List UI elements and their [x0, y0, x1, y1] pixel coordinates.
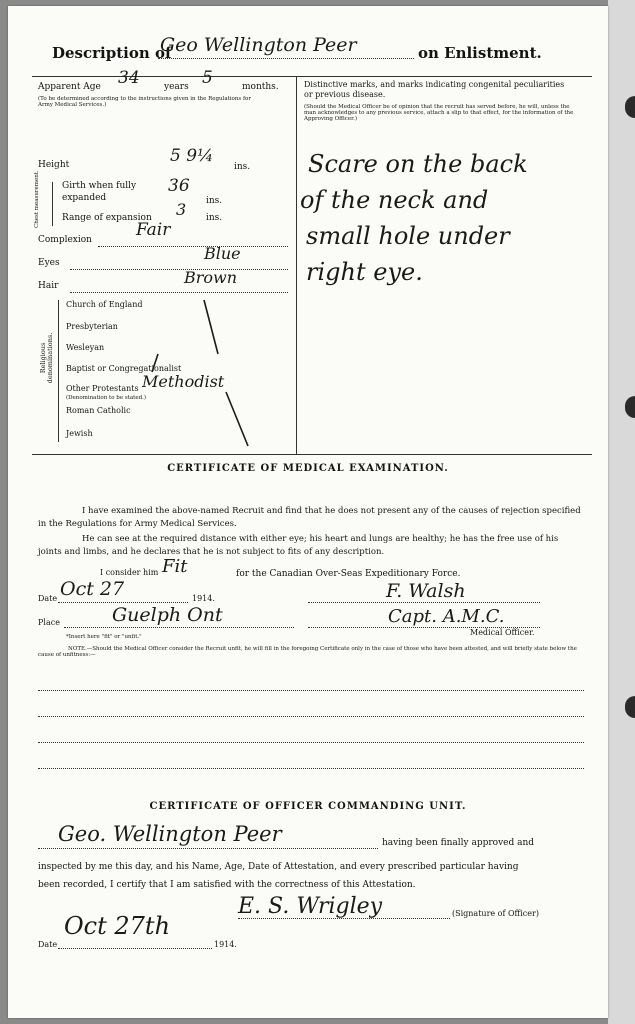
- place-value: Guelph Ont: [112, 604, 223, 626]
- binding-hole: [625, 696, 635, 718]
- attestation-page: [8, 6, 608, 1018]
- complexion-label: Complexion: [38, 235, 92, 245]
- religion-roman-catholic: Roman Catholic: [66, 406, 131, 415]
- center-divider: [296, 76, 297, 454]
- officer-date-label: Date: [38, 940, 58, 949]
- years-label: years: [164, 82, 189, 92]
- medical-officer-label: Medical Officer.: [470, 628, 535, 637]
- range-value: 3: [176, 200, 187, 219]
- medical-date-label: Date: [38, 594, 58, 603]
- religious-denominations-label: Religious denominations.: [39, 332, 54, 384]
- place-line: [64, 627, 294, 628]
- religion-wesleyan: Wesleyan: [66, 343, 105, 352]
- medical-date-value: Oct 27: [60, 578, 125, 600]
- top-rule: [32, 76, 592, 77]
- hair-label: Hair: [38, 281, 59, 291]
- complexion-line: [98, 246, 288, 247]
- unfitness-line-4: [38, 768, 584, 769]
- medical-year-label: 1914.: [192, 594, 215, 603]
- canadian-force-label: for the Canadian Over-Seas Expeditionary Force.: [236, 569, 461, 579]
- denomination-note: (Denomination to be stated.): [66, 395, 147, 401]
- description-of-label: Description of: [52, 44, 172, 62]
- eyes-line: [70, 269, 288, 270]
- eyes-label: Eyes: [38, 258, 60, 268]
- officer-date-value: Oct 27th: [64, 912, 171, 940]
- unfitness-line-3: [38, 742, 584, 743]
- signature-of-officer-label: (Signature of Officer): [452, 909, 539, 918]
- medical-certificate-title: CERTIFICATE OF MEDICAL EXAMINATION.: [167, 463, 449, 474]
- on-enlistment-label: on Enlistment.: [418, 44, 542, 62]
- chest-bracket: [52, 182, 53, 226]
- officer-recruit-name: Geo. Wellington Peer: [58, 822, 282, 846]
- insert-fit-note: *Insert here "fit" or "unfit.": [66, 634, 142, 640]
- officer-name-line: [38, 848, 378, 849]
- medical-date-line: [58, 602, 188, 603]
- medical-paragraph-2: He can see at the required distance with either eye; his heart and lungs are healthy; he has the free use of his joints and limbs, and he declares that he is not subject to fits of any description.: [38, 534, 559, 557]
- scan-edge: [608, 0, 635, 1024]
- binding-hole: [625, 396, 635, 418]
- distinctive-marks-heading: Distinctive marks, and marks indicating congenital peculiarities or previous disease.: [304, 80, 565, 99]
- officer-certificate-title: CERTIFICATE OF OFFICER COMMANDING UNIT.: [149, 801, 467, 812]
- chest-measurement-label: Chest measurement.: [34, 170, 40, 228]
- age-months-value: 5: [202, 68, 213, 88]
- name-line: [158, 58, 414, 59]
- recruit-name-handwritten: Geo Wellington Peer: [160, 34, 357, 56]
- religion-strike-marks: [138, 296, 258, 456]
- officer-text-2: inspected by me this day, and his Name, Age, Date of Attestation, and every prescribed particular having: [38, 862, 519, 872]
- religion-church-of-england: Church of England: [66, 300, 143, 309]
- religion-value: Methodist: [142, 372, 225, 391]
- height-ins-label: ins.: [234, 162, 251, 172]
- girth-label: Girth when fully expanded: [62, 181, 137, 203]
- religion-jewish: Jewish: [66, 429, 93, 438]
- previous-service-note: (Should the Medical Officer be of opinion that the recruit has served before, he will, unless the man acknowledges to any previous service, attach a slip to that effect, for the information of the Approving Officer.): [304, 104, 574, 122]
- apparent-age-label: Apparent Age: [38, 82, 101, 92]
- complexion-value: Fair: [136, 220, 171, 240]
- height-value: 5 9¼: [170, 146, 214, 166]
- hair-value: Brown: [184, 268, 238, 287]
- officer-signature-line: [238, 918, 450, 919]
- age-instructions-note: (To be determined according to the instructions given in the Regulations for Army Medical Services.): [38, 96, 251, 108]
- distinctive-marks-line-4: right eye.: [306, 258, 423, 286]
- distinctive-marks-line-3: small hole under: [306, 222, 510, 250]
- months-label: months.: [242, 82, 279, 92]
- signature-line: [308, 602, 540, 603]
- range-expansion-label: Range of expansion: [62, 213, 152, 223]
- fit-value: Fit: [162, 556, 188, 577]
- unfitness-line-1: [38, 690, 584, 691]
- distinctive-marks-line-2: of the neck and: [300, 186, 489, 214]
- medical-officer-rank: Capt. A.M.C.: [388, 606, 505, 627]
- hair-line: [70, 292, 288, 293]
- unfit-note: NOTE.—Should the Medical Officer consider the Recruit unfit, he will fill in the foregoing Certificate only in the case of those who have been attested, and will briefly state below the cause of unfitness:—: [38, 646, 577, 658]
- religion-other-protestants: Other Protestants: [66, 384, 139, 393]
- section-rule: [32, 454, 592, 455]
- officer-text-3: been recorded, I certify that I am satisfied with the correctness of this Attestation.: [38, 880, 416, 890]
- medical-officer-signature: F. Walsh: [386, 580, 466, 602]
- unfitness-line-2: [38, 716, 584, 717]
- place-label: Place: [38, 618, 60, 627]
- religion-bracket: [58, 300, 59, 442]
- commanding-officer-signature: E. S. Wrigley: [238, 894, 383, 919]
- consider-him-label: I consider him: [100, 568, 159, 577]
- medical-paragraph-1: I have examined the above-named Recruit and find that he does not present any of the causes of rejection specified in the Regulations for Army Medical Services.: [38, 506, 581, 529]
- range-ins-label: ins.: [206, 213, 223, 223]
- officer-text-1: having been finally approved and: [382, 838, 535, 848]
- officer-date-line: [58, 948, 212, 949]
- officer-year-label: 1914.: [214, 940, 237, 949]
- age-years-value: 34: [118, 68, 140, 88]
- religion-presbyterian: Presbyterian: [66, 322, 118, 331]
- girth-value: 36: [168, 176, 190, 196]
- distinctive-marks-line-1: Scare on the back: [308, 150, 528, 178]
- girth-ins-label: ins.: [206, 196, 223, 206]
- religion-baptist: Baptist or Congregationalist: [66, 364, 182, 373]
- binding-hole: [625, 96, 635, 118]
- height-label: Height: [38, 160, 70, 170]
- eyes-value: Blue: [204, 244, 241, 263]
